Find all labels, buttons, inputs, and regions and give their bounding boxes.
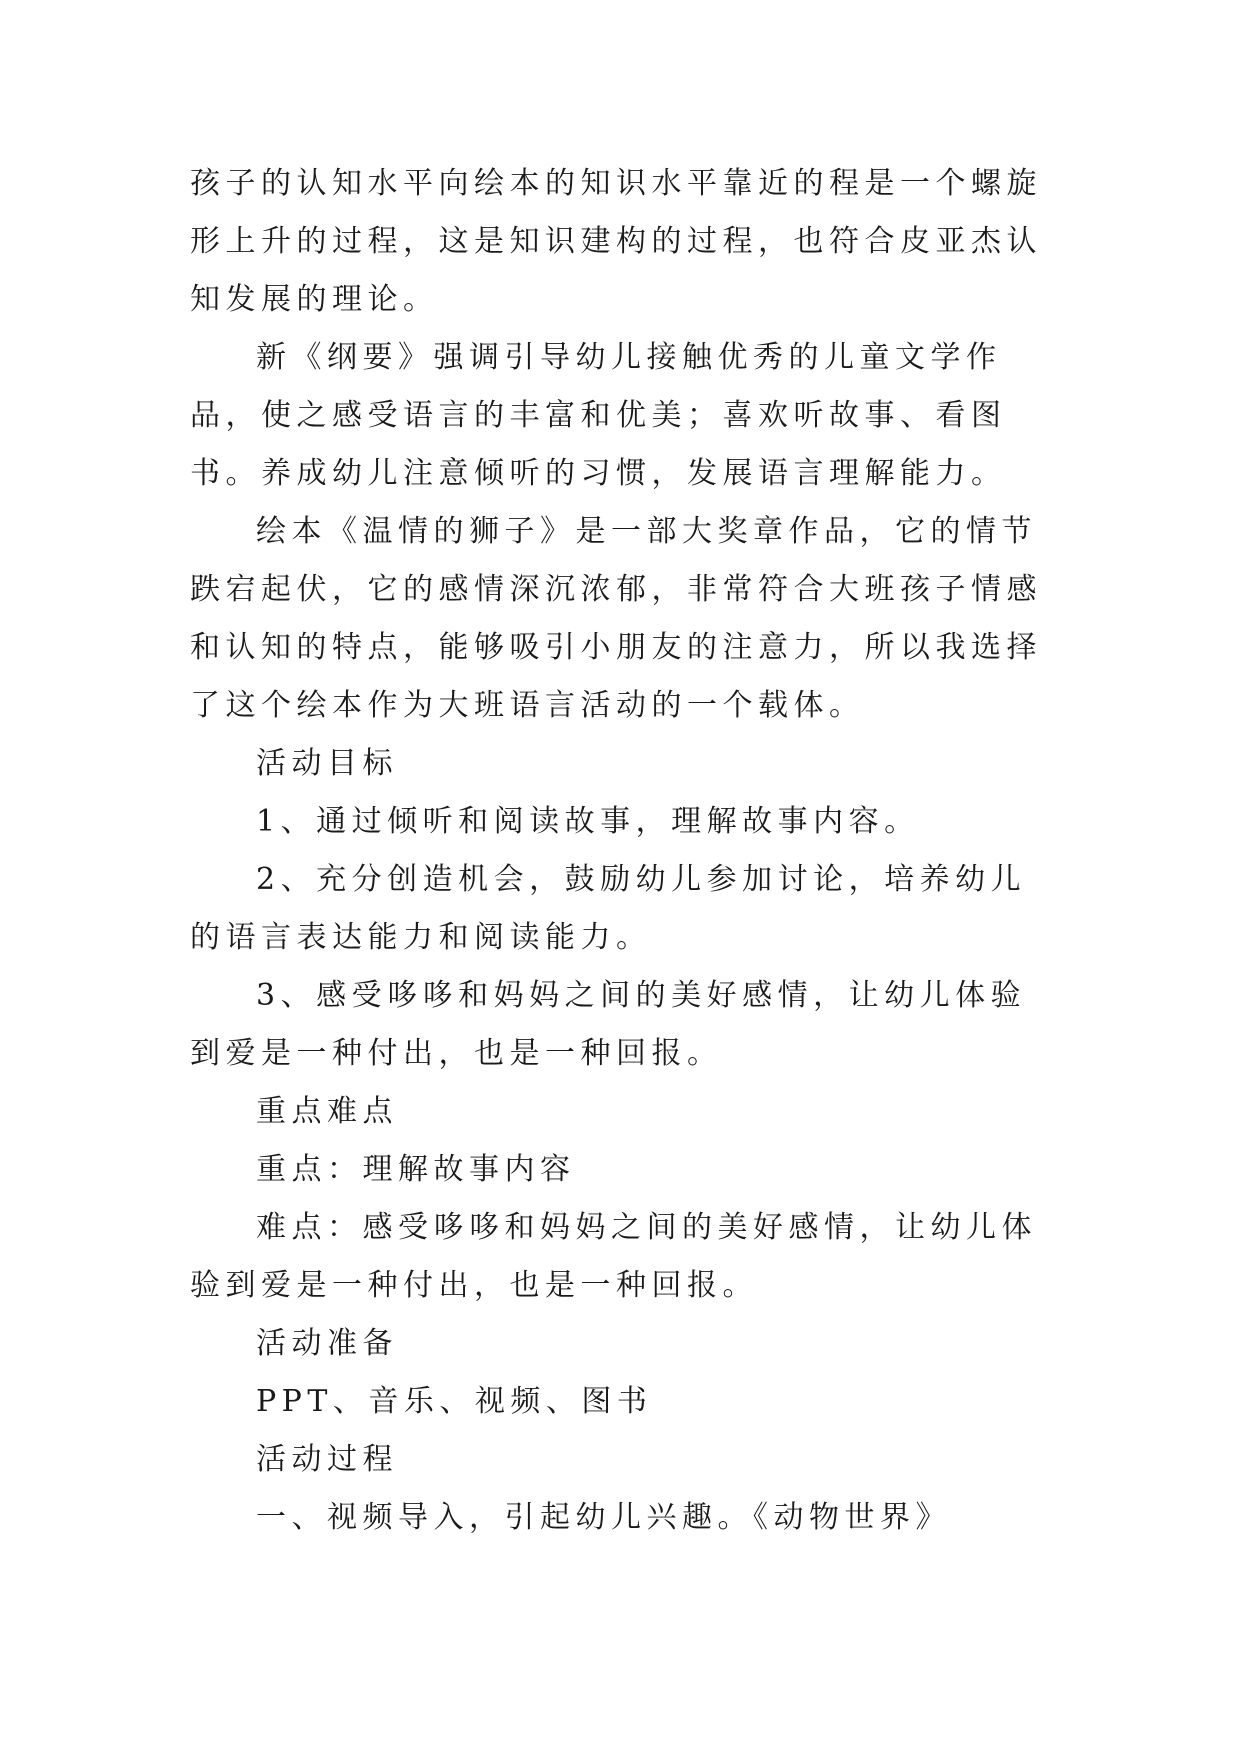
process-step-1: 一、视频导入，引起幼儿兴趣。《动物世界》 [256, 1500, 951, 1535]
document-page [190, 155, 1050, 1547]
heading-activity-goals: 活动目标 [256, 746, 398, 781]
goal-item-1: 1、通过倾听和阅读故事，理解故事内容。 [256, 804, 920, 839]
heading-process: 活动过程 [256, 1442, 398, 1477]
heading-preparation: 活动准备 [256, 1326, 398, 1361]
paragraph-guidelines: 新《纲要》强调引导幼儿接触优秀的儿童文学作品，使之感受语言的丰富和优美；喜欢听故事、看图书。养成幼儿注意倾听的习惯，发展语言理解能力。 [190, 340, 1007, 491]
heading-key-points: 重点难点 [256, 1094, 398, 1129]
difficult-point: 难点：感受哆哆和妈妈之间的美好感情，让幼儿体验到爱是一种付出，也是一种回报。 [190, 1210, 1037, 1303]
paragraph-intro-continuation: 孩子的认知水平向绘本的知识水平靠近的程是一个螺旋形上升的过程，这是知识建构的过程，也符合皮亚杰认知发展的理论。 [190, 166, 1042, 317]
goal-item-2: 2、充分创造机会，鼓励幼儿参加讨论，培养幼儿的语言表达能力和阅读能力。 [190, 862, 1027, 955]
paragraph-picture-book: 绘本《温情的狮子》是一部大奖章作品，它的情节跌宕起伏，它的感情深沉浓郁，非常符合大班孩子情感和认知的特点，能够吸引小朋友的注意力，所以我选择了这个绘本作为大班语言活动的一个载体。 [190, 514, 1042, 723]
preparation-materials: PPT、音乐、视频、图书 [256, 1384, 653, 1419]
goal-item-3: 3、感受哆哆和妈妈之间的美好感情，让幼儿体验到爱是一种付出，也是一种回报。 [190, 978, 1027, 1071]
key-point: 重点：理解故事内容 [256, 1152, 576, 1187]
